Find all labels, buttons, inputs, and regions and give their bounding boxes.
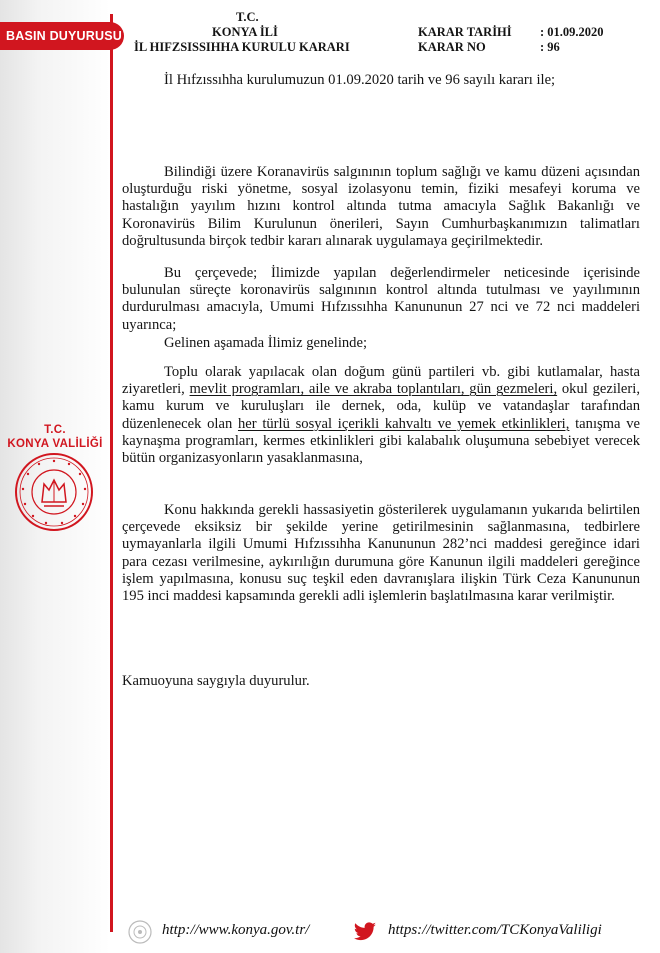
sidebar-divider [110,14,113,932]
paragraph-intro: İl Hıfzıssıhha kurulumuzun 01.09.2020 tarih ve 96 sayılı kararı ile; [164,72,556,88]
emblem-icon [128,920,152,944]
ban-underlined-1: mevlit programları, aile ve akraba toplantıları, gün gezmeleri, [189,381,558,398]
twitter-bird-icon[interactable] [352,922,378,942]
paragraph-background: Bilindiği üzere Koranavirüs salgınının toplum sağlığı ve kamu düzeni açısından oluşturduğu riski yönetme, sosyal izolasyonu temin, fiziki mesafeyi koruma ve hastalığın yayılım hızını kontrol altında tutma amacıyla Sağlık Bakanlığı ve Koronavirüs Bilim Kurulunun önerileri, Sayın Cumhurbaşkanımızın talimatları doğrultusunda birçok tedbir kararı alınarak uygulamaya geçirilmektedir. [122,164,640,249]
header-tc: T.C. [236,10,259,24]
paragraph-enforcement: Konu hakkında gerekli hassasiyetin gösterilerek uygulamanın yukarıda belirtilen çerçevede eksiksiz bir şekilde yerine getirilmesinin sağlanmasına, tedbirlere uymayanlarla ilgili Umumi Hıfzıssıhha Kanununun 282’nci maddesi gereğince idari para cezası verilmesine, aykırılığın durumuna göre Kanunun ilgili maddeleri gereğince işlem yapılmasına, konusu suç teşkil eden davranışlara ilişkin Türk Ceza Kanununun 195 inci maddesi kapsamında gerekli adli işlemlerin başlatılmasına karar verilmiştir. [122,502,640,605]
ban-underlined-2: her türlü sosyal içerikli kahvaltı ve yemek etkinlikleri, [237,415,570,432]
footer [0,916,660,946]
header-council-title: İL HIFZSISSIHHA KURULU KARARI [134,40,350,54]
paragraph-ban [122,364,640,467]
ban-text-3: tanışma ve kaynaşma programları, kermes etkinlikleri gibi kalabalık oluşumuna sebebiyet verecek bütün organizasyonların yasaklanmasına, [122,415,640,467]
paragraph-framework: Bu çerçevede; İlimizde yapılan değerlendirmeler neticesinde içerisinde bulunulan süreçte koronavirüs salgınının kontrol altında tutulması ve yayılımının durdurulması amacıyla, Umumi Hıfzıssıhha Kanununun 27 nci ve 72 nci maddeleri uyarınca; [122,265,640,333]
paragraph-closing: Kamuoyuna saygıyla duyurulur. [122,673,310,689]
ban-text-1: Toplu olarak yapılacak olan doğum günü partileri vb. gibi kutlamalar, hasta ziyaretleri, [122,364,640,398]
ban-text-2: okul gezileri, kamu kurum ve kuruluşları ile dernek, oda, kulüp ve vatandaşlar tarafından düzenlenecek olan [122,381,640,432]
decision-no-value: : 96 [540,40,560,54]
ministry-seal-icon [14,452,94,532]
paragraph-scope: Gelinen aşamada İlimiz genelinde; [164,335,368,351]
decision-no-label: KARAR NO [418,40,486,54]
press-release-badge: BASIN DUYURUSU [0,22,124,50]
decision-date-value: : 01.09.2020 [540,25,604,39]
governorate-line2: KONYA VALİLİĞİ [7,438,103,450]
website-link[interactable]: http://www.konya.gov.tr/ [162,922,310,938]
twitter-link[interactable]: https://twitter.com/TCKonyaValiligi [388,922,602,938]
decision-date-label: KARAR TARİHİ [418,25,512,39]
header-province: KONYA İLİ [212,25,278,39]
governorate-line1: T.C. [44,424,66,436]
